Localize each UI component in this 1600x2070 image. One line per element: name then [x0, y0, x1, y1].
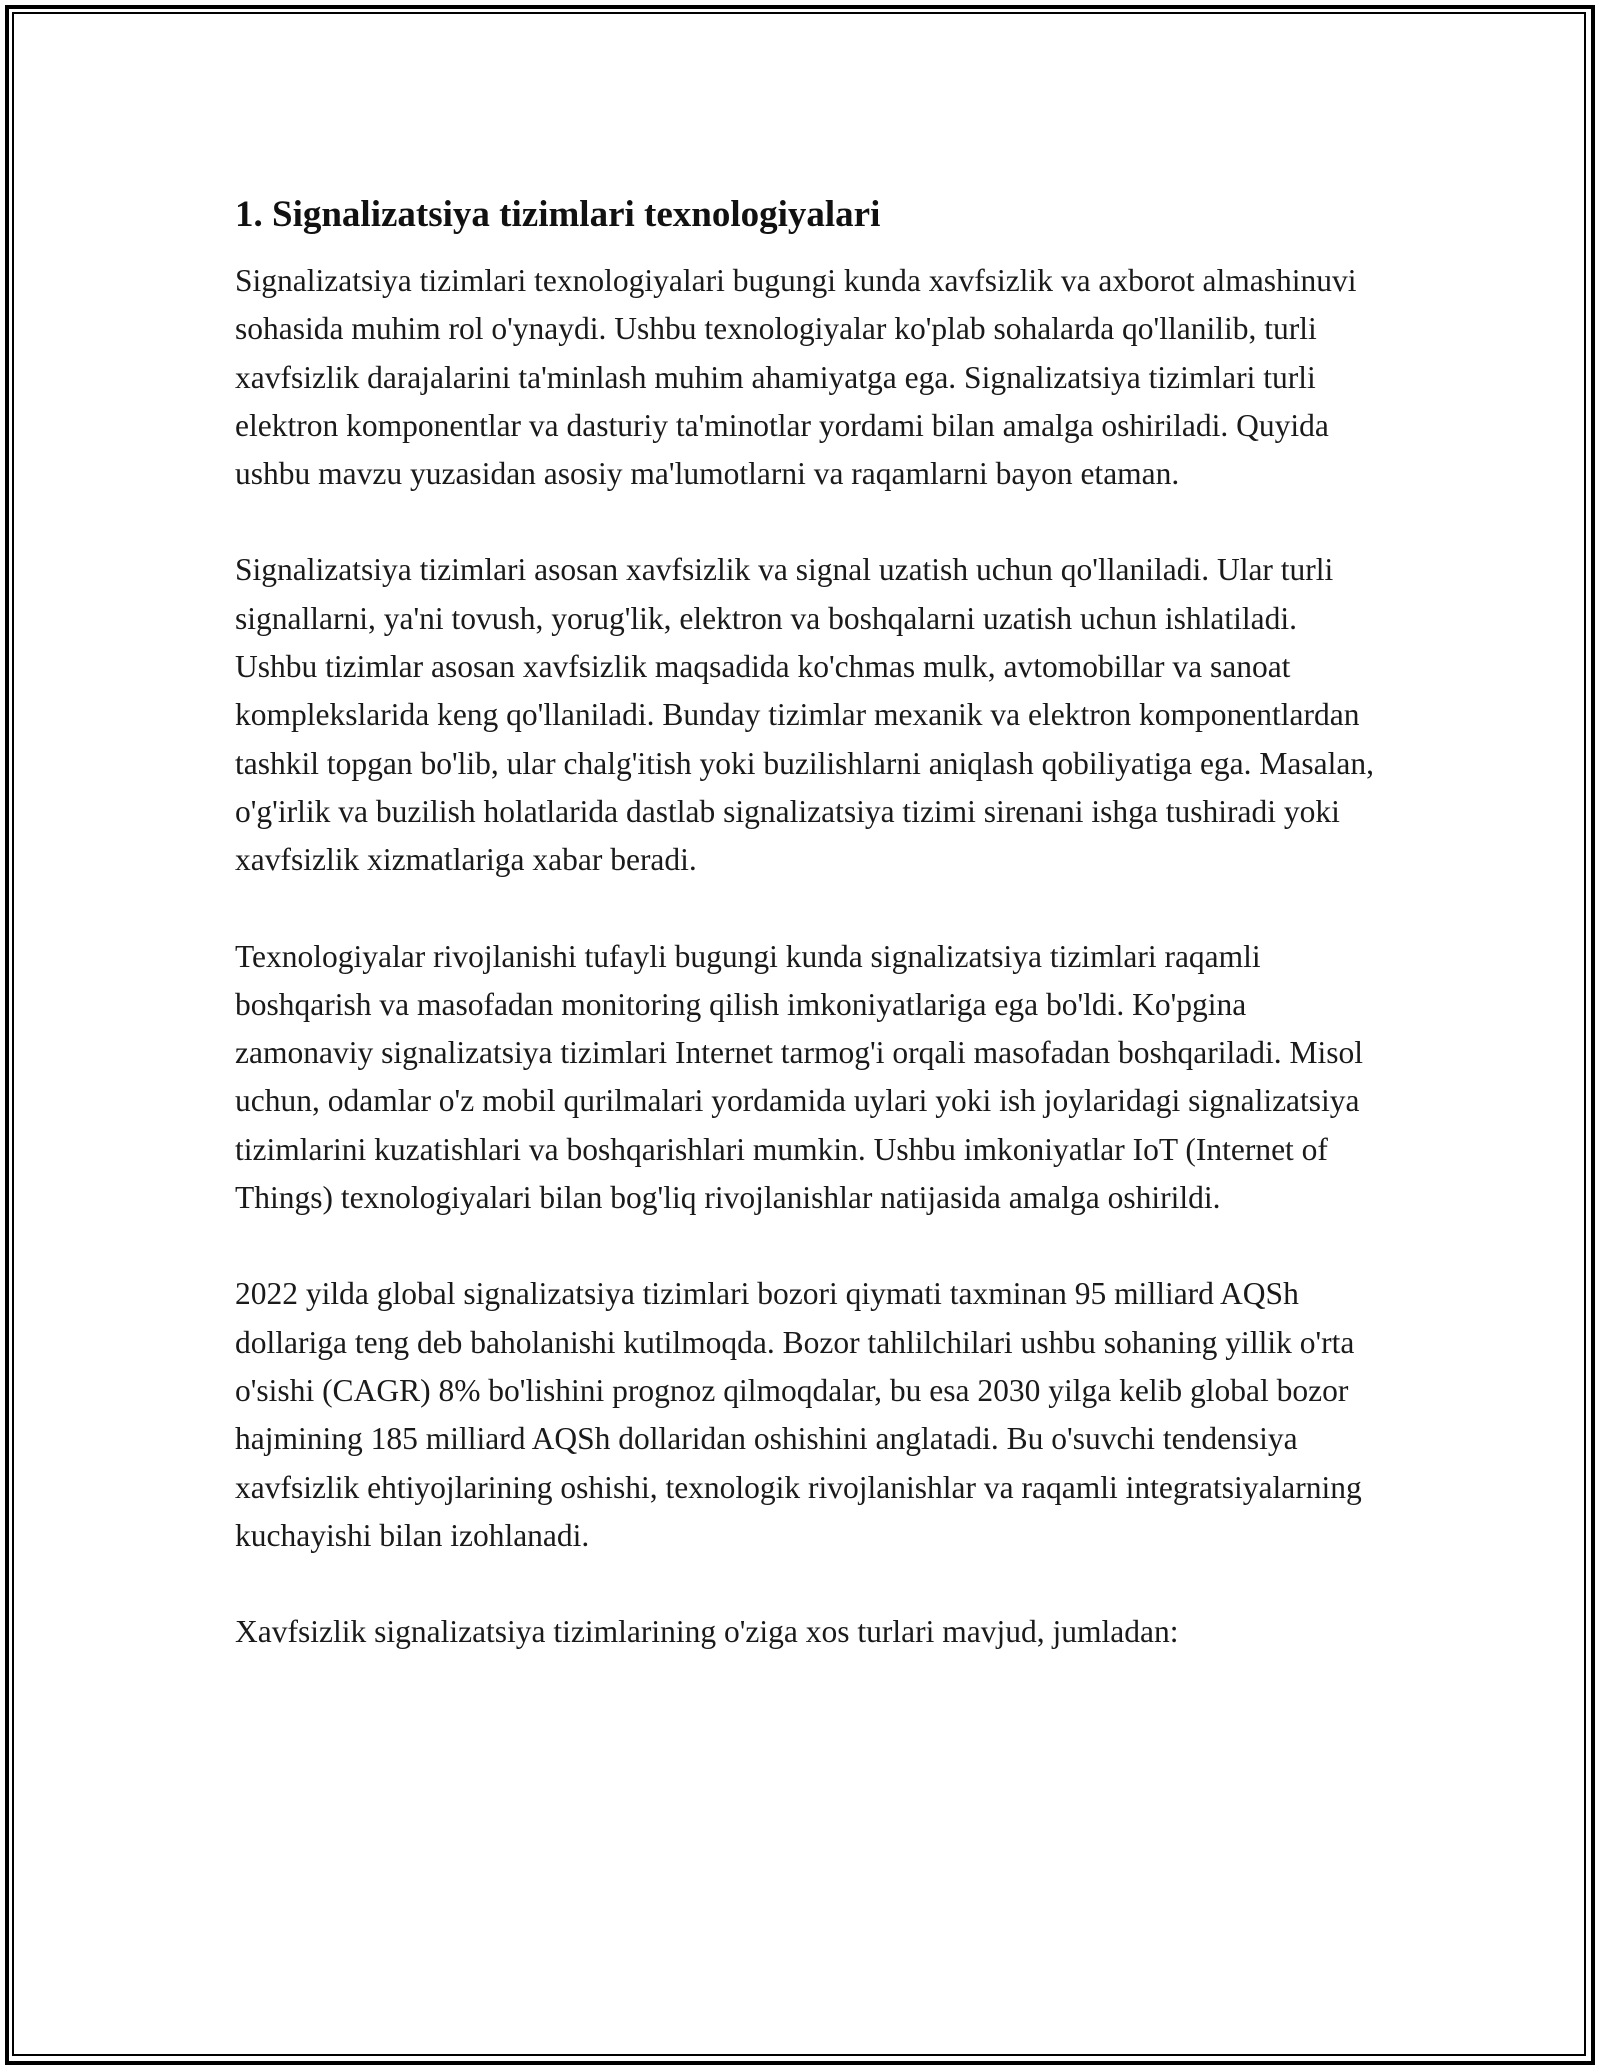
paragraph-intro: Signalizatsiya tizimlari texnologiyalari bugungi kunda xavfsizlik va axborot almashinuvi sohasida muhim rol o'ynaydi. Ushbu texnologiyalar ko'plab sohalarda qo'llanilib, turli xavfsizlik darajalarini ta'minlash muhim ahamiyatga ega. Signalizatsiya tizimlari turli elektron komponentlar va dasturiy ta'minotlar yordami bilan amalga oshiriladi. Quyida ushbu mavzu yuzasidan asosiy ma'lumotlarni va raqamlarni bayon etaman. — [235, 263, 1357, 492]
paragraph-market: 2022 yilda global signalizatsiya tizimlari bozori qiymati taxminan 95 milliard AQSh dollariga teng deb baholanishi kutilmoqda. Bozor tahlilchilari ushbu sohaning yillik o'rta o'sishi (CAGR) 8% bo'lishini prognoz qilmoqdalar, bu esa 2030 yilga kelib global bozor hajmining 185 milliard AQSh dollaridan oshishini anglatadi. Bu o'suvchi tendensiya xavfsizlik ehtiyojlarining oshishi, texnologik rivojlanishlar va raqamli integratsiyalarning kuchayishi bilan izohlanadi. — [235, 1276, 1362, 1553]
paragraph-technology: Texnologiyalar rivojlanishi tufayli bugungi kunda signalizatsiya tizimlari raqamli boshqarish va masofadan monitoring qilish imkoniyatlariga ega bo'ldi. Ko'pgina zamonaviy signalizatsiya tizimlari Internet tarmog'i orqali masofadan boshqariladi. Misol uchun, odamlar o'z mobil qurilmalari yordamida uylari yoki ish joylaridagi signalizatsiya tizimlarini kuzatishlari va boshqarishlari mumkin. Ushbu imkoniyatlar IoT (Internet of Things) texnologiyalari bilan bog'liq rivojlanishlar natijasida amalga oshirildi. — [235, 938, 1363, 1216]
document-body — [235, 185, 1375, 1704]
paragraph-purpose: Signalizatsiya tizimlari asosan xavfsizlik va signal uzatish uchun qo'llaniladi. Ular turli signallarni, ya'ni tovush, yorug'lik, elektron va boshqalarni uzatish uchun ishlatiladi. Ushbu tizimlar asosan xavfsizlik maqsadida ko'chmas mulk, avtomobillar va sanoat komplekslarida keng qo'llaniladi. Bunday tizimlar mexanik va elektron komponentlardan tashkil topgan bo'lib, ular chalg'itish yoki buzilishlarni aniqlash qobiliyatiga ega. Masalan, o'g'irlik va buzilish holatlarida dastlab signalizatsiya tizimi sirenani ishga tushiradi yoki xavfsizlik xizmatlariga xabar beradi. — [235, 552, 1374, 878]
section-heading: 1. Signalizatsiya tizimlari texnologiyalari — [235, 194, 881, 235]
paragraph-types-intro: Xavfsizlik signalizatsiya tizimlarining o'ziga xos turlari mavjud, jumladan: — [235, 1614, 1179, 1650]
